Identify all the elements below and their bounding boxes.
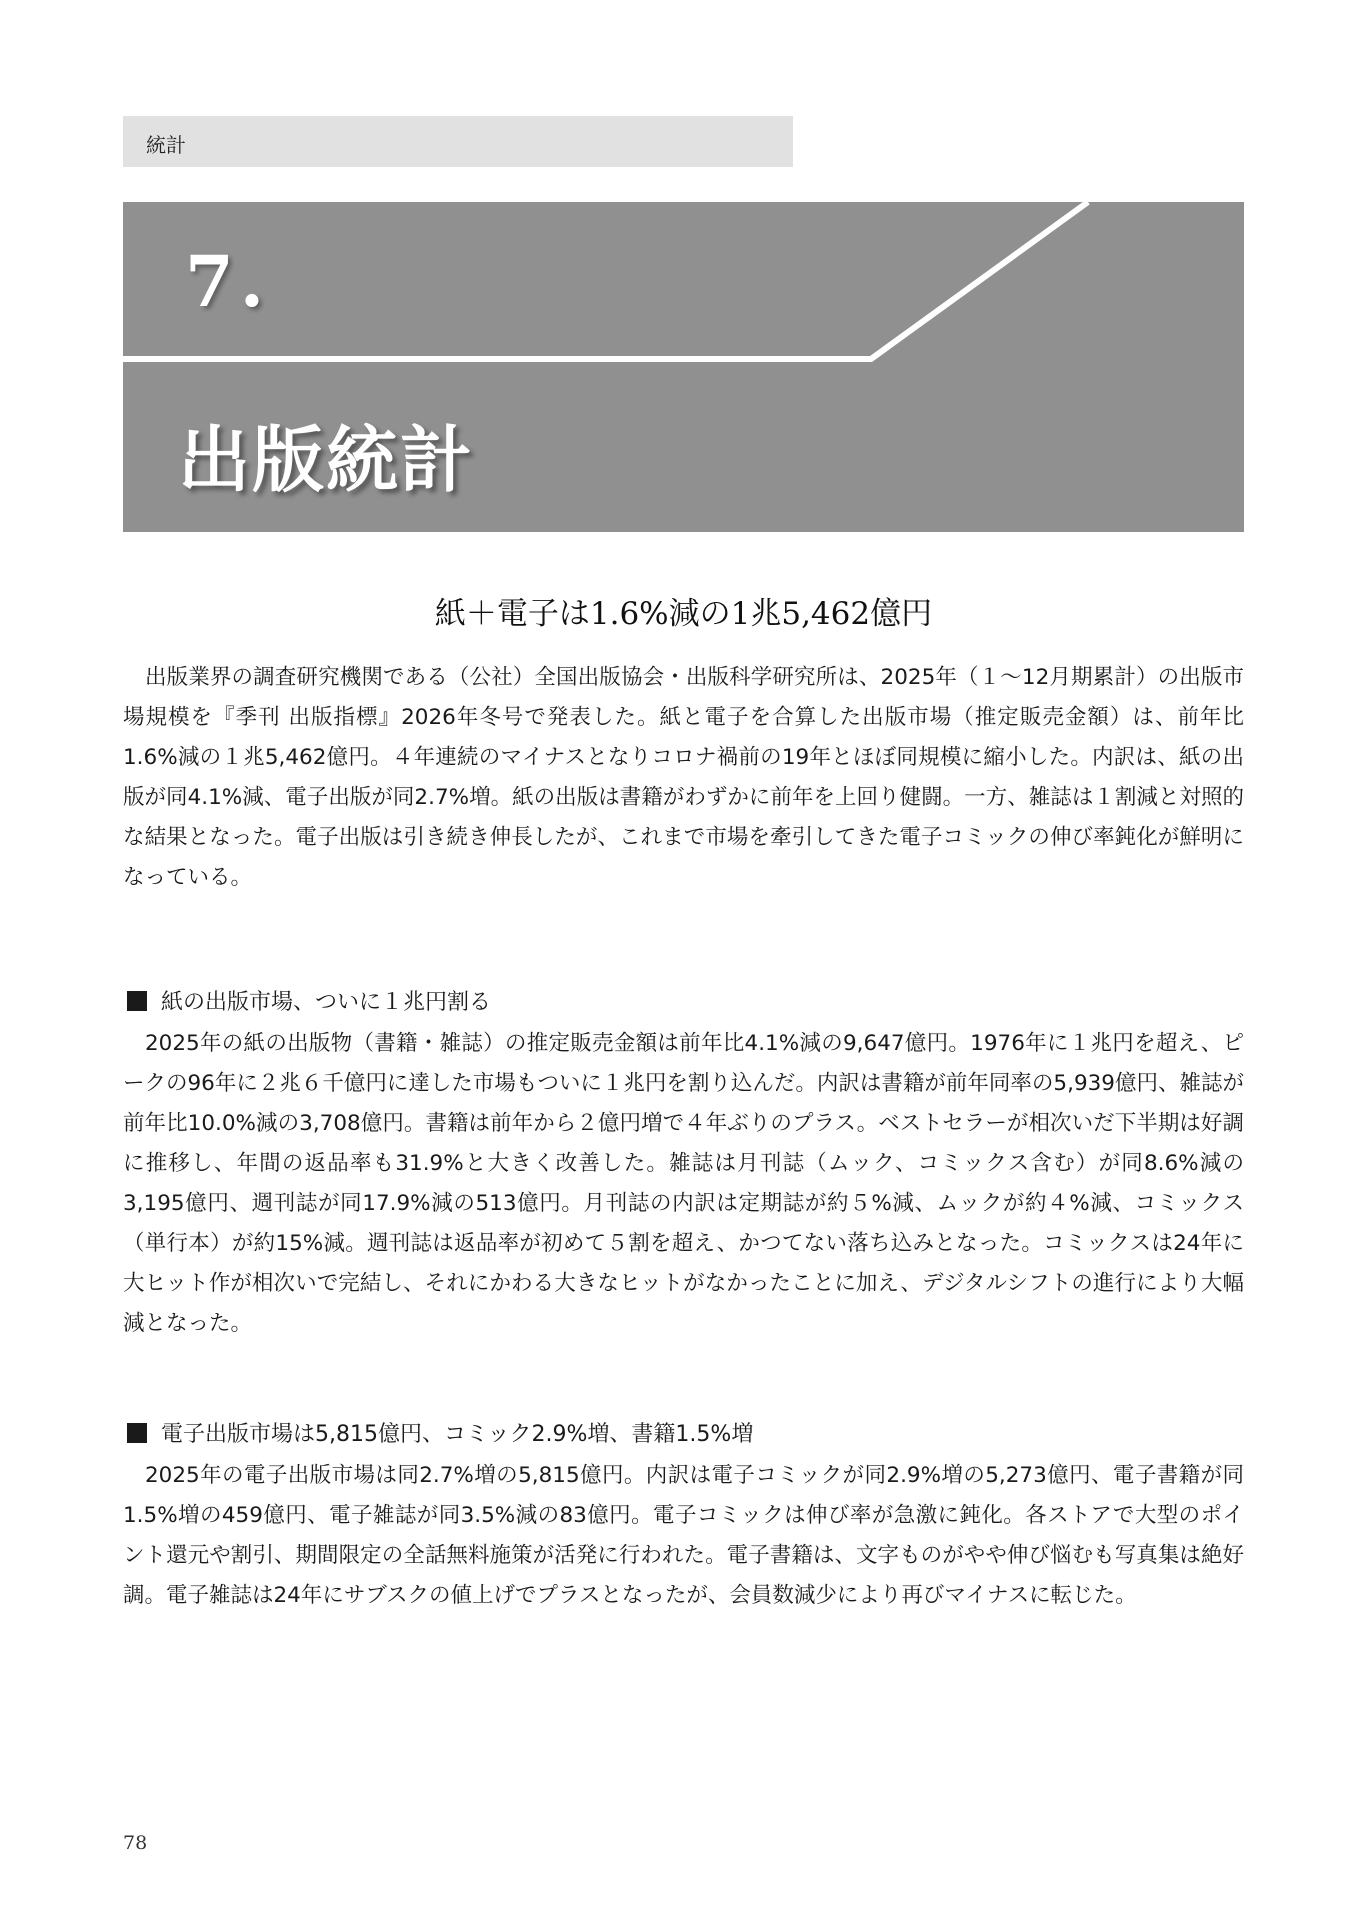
section-body-print: 2025年の紙の出版物（書籍・雑誌）の推定販売金額は前年比4.1%減の9,647億円。1976年に１兆円を超え、ピークの96年に２兆６千億円に達した市場もついに１兆円を割り込んだ。内訳は書籍が前年同率の5,939億円、雑誌が前年比10.0%減の3,708億円。書籍は前年から２億円増で４年ぶりのプラス。ベストセラーが相次いだ下半期は好調に推移し、年間の返品率も31.9%と大きく改善した。雑誌は月刊誌（ムック、コミックス含む）が同8.6%減の3,195億円、週刊誌が同17.9%減の513億円。月刊誌の内訳は定期誌が約５%減、ムックが約４%減、コミックス（単行本）が約15%減。週刊誌は返品率が初めて５割を超え、かつてない落ち込みとなった。コミックスは24年に大ヒット作が相次いで完結し、それにかわる大きなヒットがなかったことに加え、デジタルシフトの進行により大幅減となった。: [123, 1031, 1244, 1336]
intro-paragraph: 出版業界の調査研究機関である（公社）全国出版協会・出版科学研究所は、2025年（１～12月期累計）の出版市場規模を『季刊 出版指標』2026年冬号で発表した。紙と電子を合算した出版市場（推定販売金額）は、前年比1.6%減の１兆5,462億円。４年連続のマイナスとなりコロナ禍前の19年とほぼ同規模に縮小した。内訳は、紙の出版が同4.1%減、電子出版が同2.7%増。紙の出版は書籍がわずかに前年を上回り健闘。一方、雑誌は１割減と対照的な結果となった。電子出版は引き続き伸長したが、これまで市場を牽引してきた電子コミックの伸び率鈍化が鮮明になっている。: [123, 665, 1244, 890]
square-bullet-icon: [127, 991, 147, 1011]
chapter-banner: [123, 202, 1244, 532]
section-heading-print: [127, 985, 491, 1016]
section-heading-digital: [127, 1417, 753, 1448]
chapter-title: 出版統計: [178, 418, 475, 502]
section-tag-label: 統計: [146, 133, 186, 157]
article-headline: 紙＋電子は1.6%減の1兆5,462億円: [434, 596, 933, 632]
chapter-number: 7.: [185, 240, 271, 323]
section-heading-print-label: 紙の出版市場、ついに１兆円割る: [161, 990, 492, 1015]
section-body-digital: 2025年の電子出版市場は同2.7%増の5,815億円。内訳は電子コミックが同2.9%増の5,273億円、電子書籍が同1.5%増の459億円、電子雑誌が同3.5%減の83億円。電子コミックは伸び率が急激に鈍化。各ストアで大型のポイント還元や割引、期間限定の全話無料施策が活発に行われた。電子書籍は、文字ものがやや伸び悩むも写真集は絶好調。電子雑誌は24年にサブスクの値上げでプラスとなったが、会員数減少により再びマイナスに転じた。: [123, 1463, 1244, 1608]
section-heading-digital-label: 電子出版市場は5,815億円、コミック2.9%増、書籍1.5%増: [161, 1422, 754, 1447]
section-tag: [123, 116, 793, 167]
square-bullet-icon: [127, 1423, 147, 1443]
page-number: 78: [123, 1832, 148, 1854]
